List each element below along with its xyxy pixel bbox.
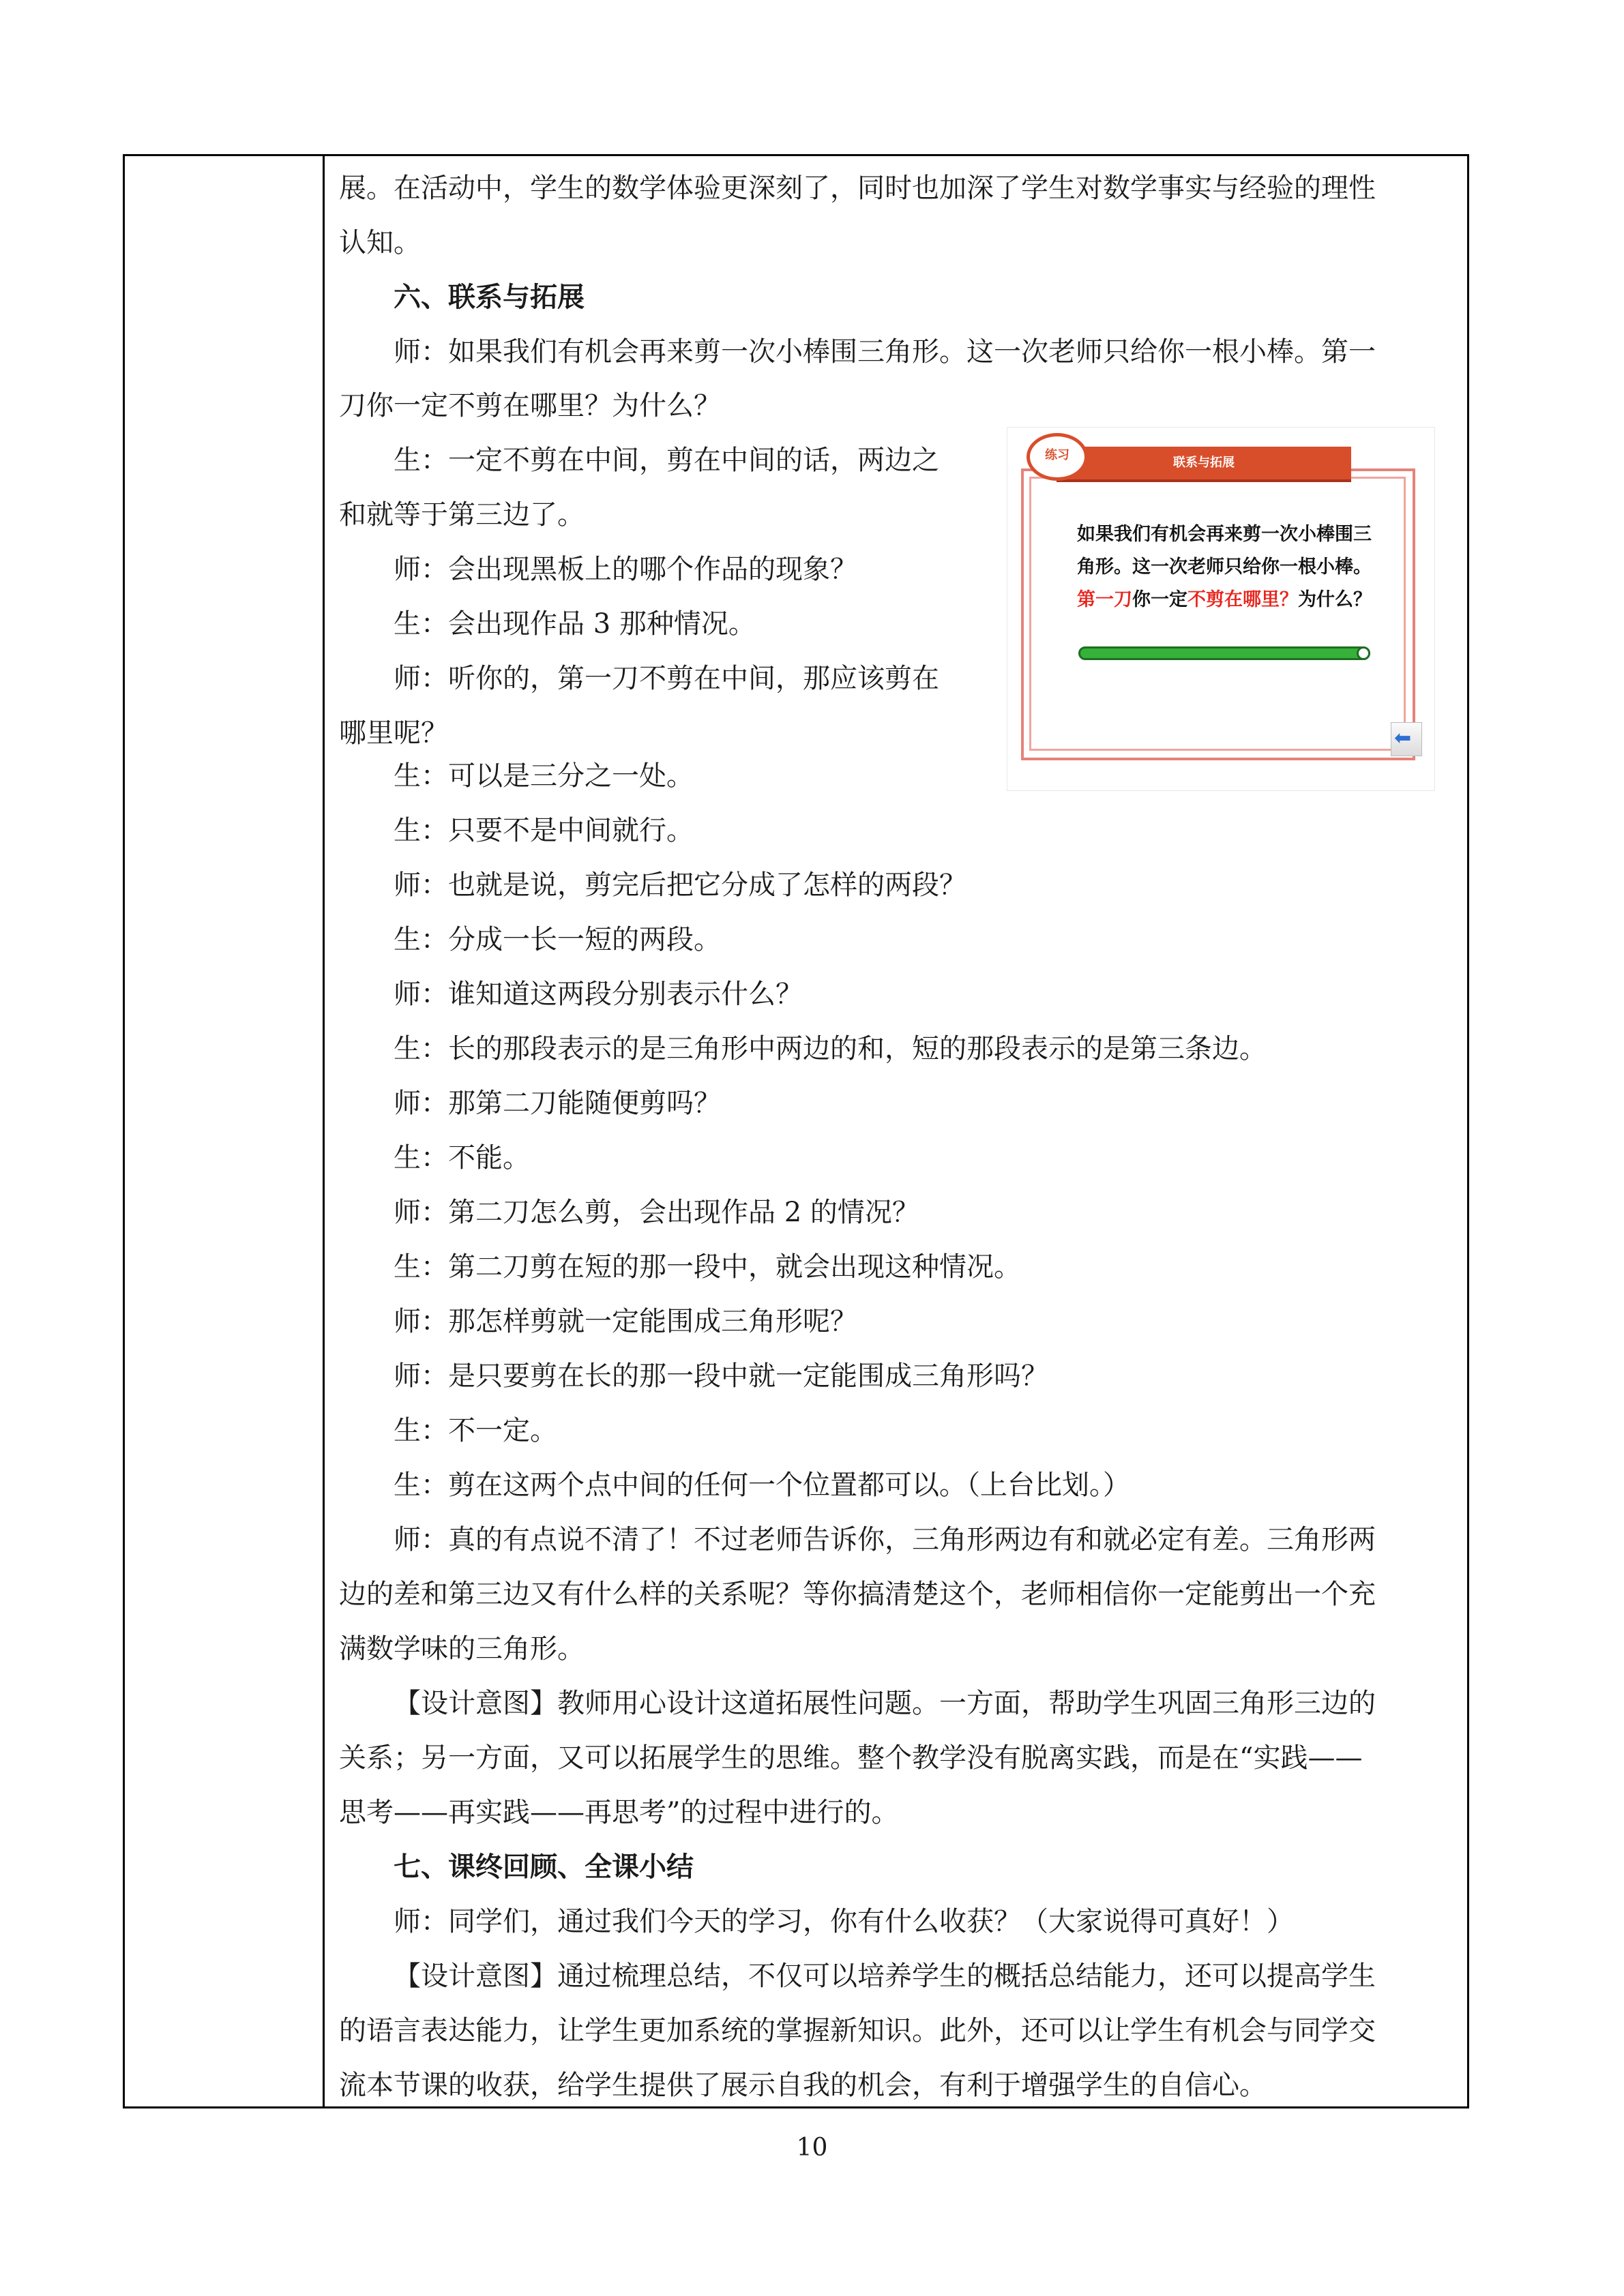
text-line: 生：不能。 xyxy=(394,1142,530,1174)
slide-image xyxy=(1007,427,1435,791)
text-line: 师：是只要剪在长的那一段中就一定能围成三角形吗？ xyxy=(394,1360,1048,1392)
text-line: 生：第二刀剪在短的那一段中，就会出现这种情况。 xyxy=(394,1251,1021,1283)
text-line: 师：谁知道这两段分别表示什么？ xyxy=(394,979,803,1010)
text-line: 师：第二刀怎么剪，会出现作品 2 的情况？ xyxy=(394,1197,919,1228)
text-line: 生：可以是三分之一处。 xyxy=(394,760,694,792)
text-line: 师：听你的，第一刀不剪在中间，那应该剪在 xyxy=(394,663,939,694)
design-intent-line: 【设计意图】通过梳理总结，不仅可以培养学生的概括总结能力，还可以提高学生 xyxy=(394,1960,1376,1992)
text-line: 生：会出现作品 3 那种情况。 xyxy=(394,608,756,640)
text-line: 认知。 xyxy=(339,227,421,258)
section-heading: 六、联系与拓展 xyxy=(394,281,585,313)
text-line: 生：长的那段表示的是三角形中两边的和，短的那段表示的是第三条边。 xyxy=(394,1033,1267,1064)
slide-question-line-2: 角形。这一次老师只给你一根小棒。 xyxy=(1077,556,1372,578)
text-line: 生：只要不是中间就行。 xyxy=(394,815,694,846)
text-line: 满数学味的三角形。 xyxy=(339,1633,585,1665)
practice-badge xyxy=(1027,433,1088,481)
text-line: 生：分成一长一短的两段。 xyxy=(394,924,721,955)
text-line: 师：也就是说，剪完后把它分成了怎样的两段？ xyxy=(394,869,966,901)
text-line: 流本节课的收获，给学生提供了展示自我的机会，有利于增强学生的自信心。 xyxy=(339,2070,1267,2101)
slide-question-line-3 xyxy=(1077,584,1372,616)
stick-end xyxy=(1357,646,1370,660)
table-column-divider xyxy=(323,156,325,2106)
text-line: 生：一定不剪在中间，剪在中间的话，两边之 xyxy=(394,445,939,476)
text-line: 师：会出现黑板上的哪个作品的现象？ xyxy=(394,554,857,585)
text-line: 生：不一定。 xyxy=(394,1415,557,1446)
text-line: 展。在活动中，学生的数学体验更深刻了，同时也加深了学生对数学事实与经验的理性 xyxy=(339,173,1376,204)
question-highlight: 第一刀 xyxy=(1077,589,1132,610)
text-line: 和就等于第三边了。 xyxy=(339,499,585,531)
text-line: 刀你一定不剪在哪里？为什么？ xyxy=(339,390,721,421)
text-line: 师：如果我们有机会再来剪一次小棒围三角形。这一次老师只给你一根小棒。第一 xyxy=(394,336,1376,368)
design-intent-line: 【设计意图】教师用心设计这道拓展性问题。一方面，帮助学生巩固三角形三边的 xyxy=(394,1688,1376,1719)
text-line: 的语言表达能力，让学生更加系统的掌握新知识。此外，还可以让学生有机会与同学交 xyxy=(339,2015,1376,2046)
stick-illustration xyxy=(1078,646,1370,660)
question-text: 为什么？ xyxy=(1298,589,1372,610)
text-line: 哪里呢？ xyxy=(339,717,448,749)
text-line: 师：那怎样剪就一定能围成三角形呢？ xyxy=(394,1306,857,1337)
section-heading: 七、课终回顾、全课小结 xyxy=(394,1851,694,1883)
text-line: 思考——再实践——再思考”的过程中进行的。 xyxy=(339,1797,899,1828)
text-line: 边的差和第三边又有什么样的关系呢？等你搞清楚这个，老师相信你一定能剪出一个充 xyxy=(339,1579,1376,1610)
back-arrow-icon: ⬅ xyxy=(1394,726,1412,750)
slide-title: 联系与拓展 xyxy=(1173,456,1235,470)
text-line: 师：那第二刀能随便剪吗？ xyxy=(394,1088,721,1119)
page-number: 10 xyxy=(796,2134,828,2162)
text-line: 师：真的有点说不清了！不过老师告诉你，三角形两边有和就必定有差。三角形两 xyxy=(394,1524,1376,1555)
slide-question-line-1: 如果我们有机会再来剪一次小棒围三 xyxy=(1077,524,1372,545)
text-line: 师：同学们，通过我们今天的学习，你有什么收获？（大家说得可真好！） xyxy=(394,1906,1294,1937)
question-text: 你一定 xyxy=(1132,589,1187,610)
question-highlight: 不剪在哪里？ xyxy=(1187,589,1298,610)
practice-badge-label: 练习 xyxy=(1045,448,1069,462)
text-line: 关系；另一方面，又可以拓展学生的思维。整个教学没有脱离实践，而是在“实践—— xyxy=(339,1742,1363,1774)
text-line: 生：剪在这两个点中间的任何一个位置都可以。（上台比划。） xyxy=(394,1470,1130,1501)
back-button[interactable] xyxy=(1391,722,1422,756)
slide-title-banner xyxy=(1057,447,1351,482)
